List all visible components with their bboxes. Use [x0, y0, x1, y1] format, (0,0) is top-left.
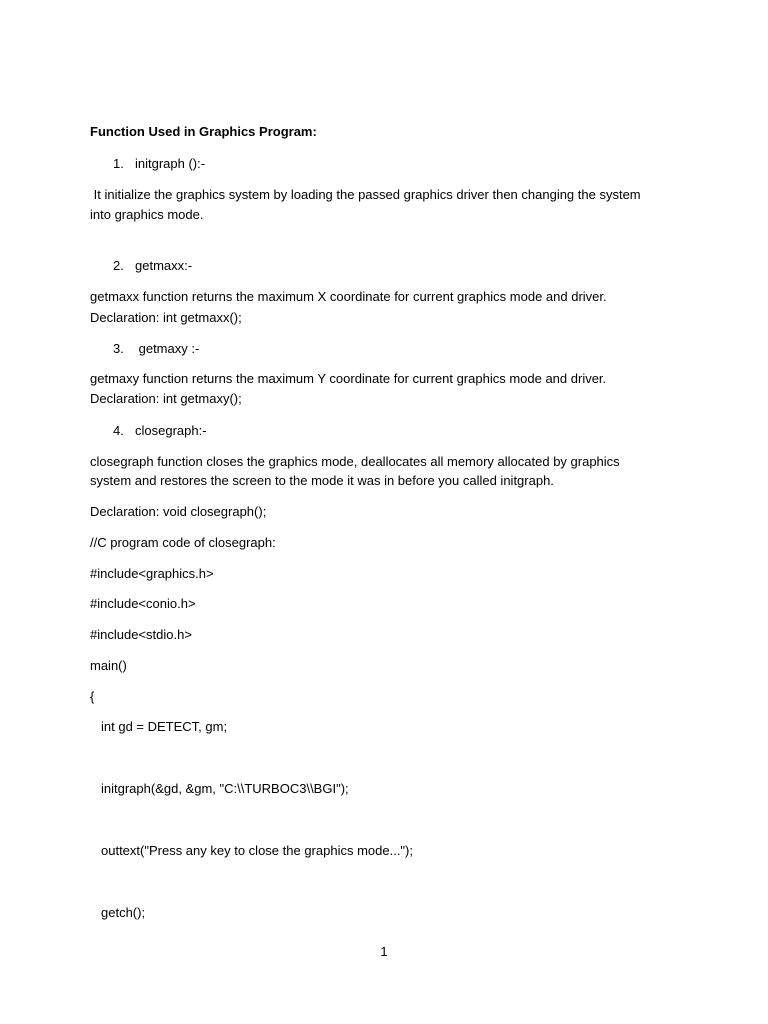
paragraph-line: closegraph function closes the graphics mode, deallocates all memory allocated by graphics: [90, 454, 620, 469]
page-number: 1: [380, 944, 388, 959]
code-line: initgraph(&gd, &gm, "C:\\TURBOC3\\BGI");: [101, 781, 349, 796]
paragraph-line: getmaxx function returns the maximum X coordinate for current graphics mode and driver.: [90, 289, 607, 304]
paragraph-line: It initialize the graphics system by loading the passed graphics driver then changing the system: [90, 187, 641, 202]
paragraph-line: Declaration: int getmaxy();: [90, 391, 242, 406]
code-include: #include<graphics.h>: [90, 566, 214, 581]
code-include: #include<conio.h>: [90, 596, 196, 611]
declaration-line: Declaration: void closegraph();: [90, 504, 267, 519]
list-item-initgraph: [113, 154, 205, 174]
code-line: getch();: [101, 905, 146, 920]
code-main: main(): [90, 658, 127, 673]
code-include: #include<stdio.h>: [90, 627, 192, 642]
paragraph-line: into graphics mode.: [90, 207, 204, 222]
section-heading: Function Used in Graphics Program:: [90, 124, 317, 139]
list-label: getmaxx:-: [135, 258, 193, 273]
list-label: initgraph ():-: [135, 156, 206, 171]
paragraph-line: system and restores the screen to the mode it was in before you called initgraph.: [90, 473, 554, 488]
list-item-getmaxx: [113, 256, 192, 276]
list-number: 1.: [113, 156, 124, 171]
code-brace-open: {: [90, 689, 95, 704]
list-number: 2.: [113, 258, 124, 273]
list-item-closegraph: [113, 421, 207, 441]
list-label: closegraph:-: [135, 423, 207, 438]
code-line: outtext("Press any key to close the graphics mode...");: [101, 843, 413, 858]
code-comment: //C program code of closegraph:: [90, 535, 276, 550]
list-item-getmaxy: [113, 339, 199, 359]
list-label: getmaxy :-: [135, 341, 200, 356]
paragraph-line: Declaration: int getmaxx();: [90, 310, 242, 325]
paragraph-line: getmaxy function returns the maximum Y coordinate for current graphics mode and driver.: [90, 371, 607, 386]
list-number: 4.: [113, 423, 124, 438]
code-line: int gd = DETECT, gm;: [101, 719, 228, 734]
list-number: 3.: [113, 341, 124, 356]
